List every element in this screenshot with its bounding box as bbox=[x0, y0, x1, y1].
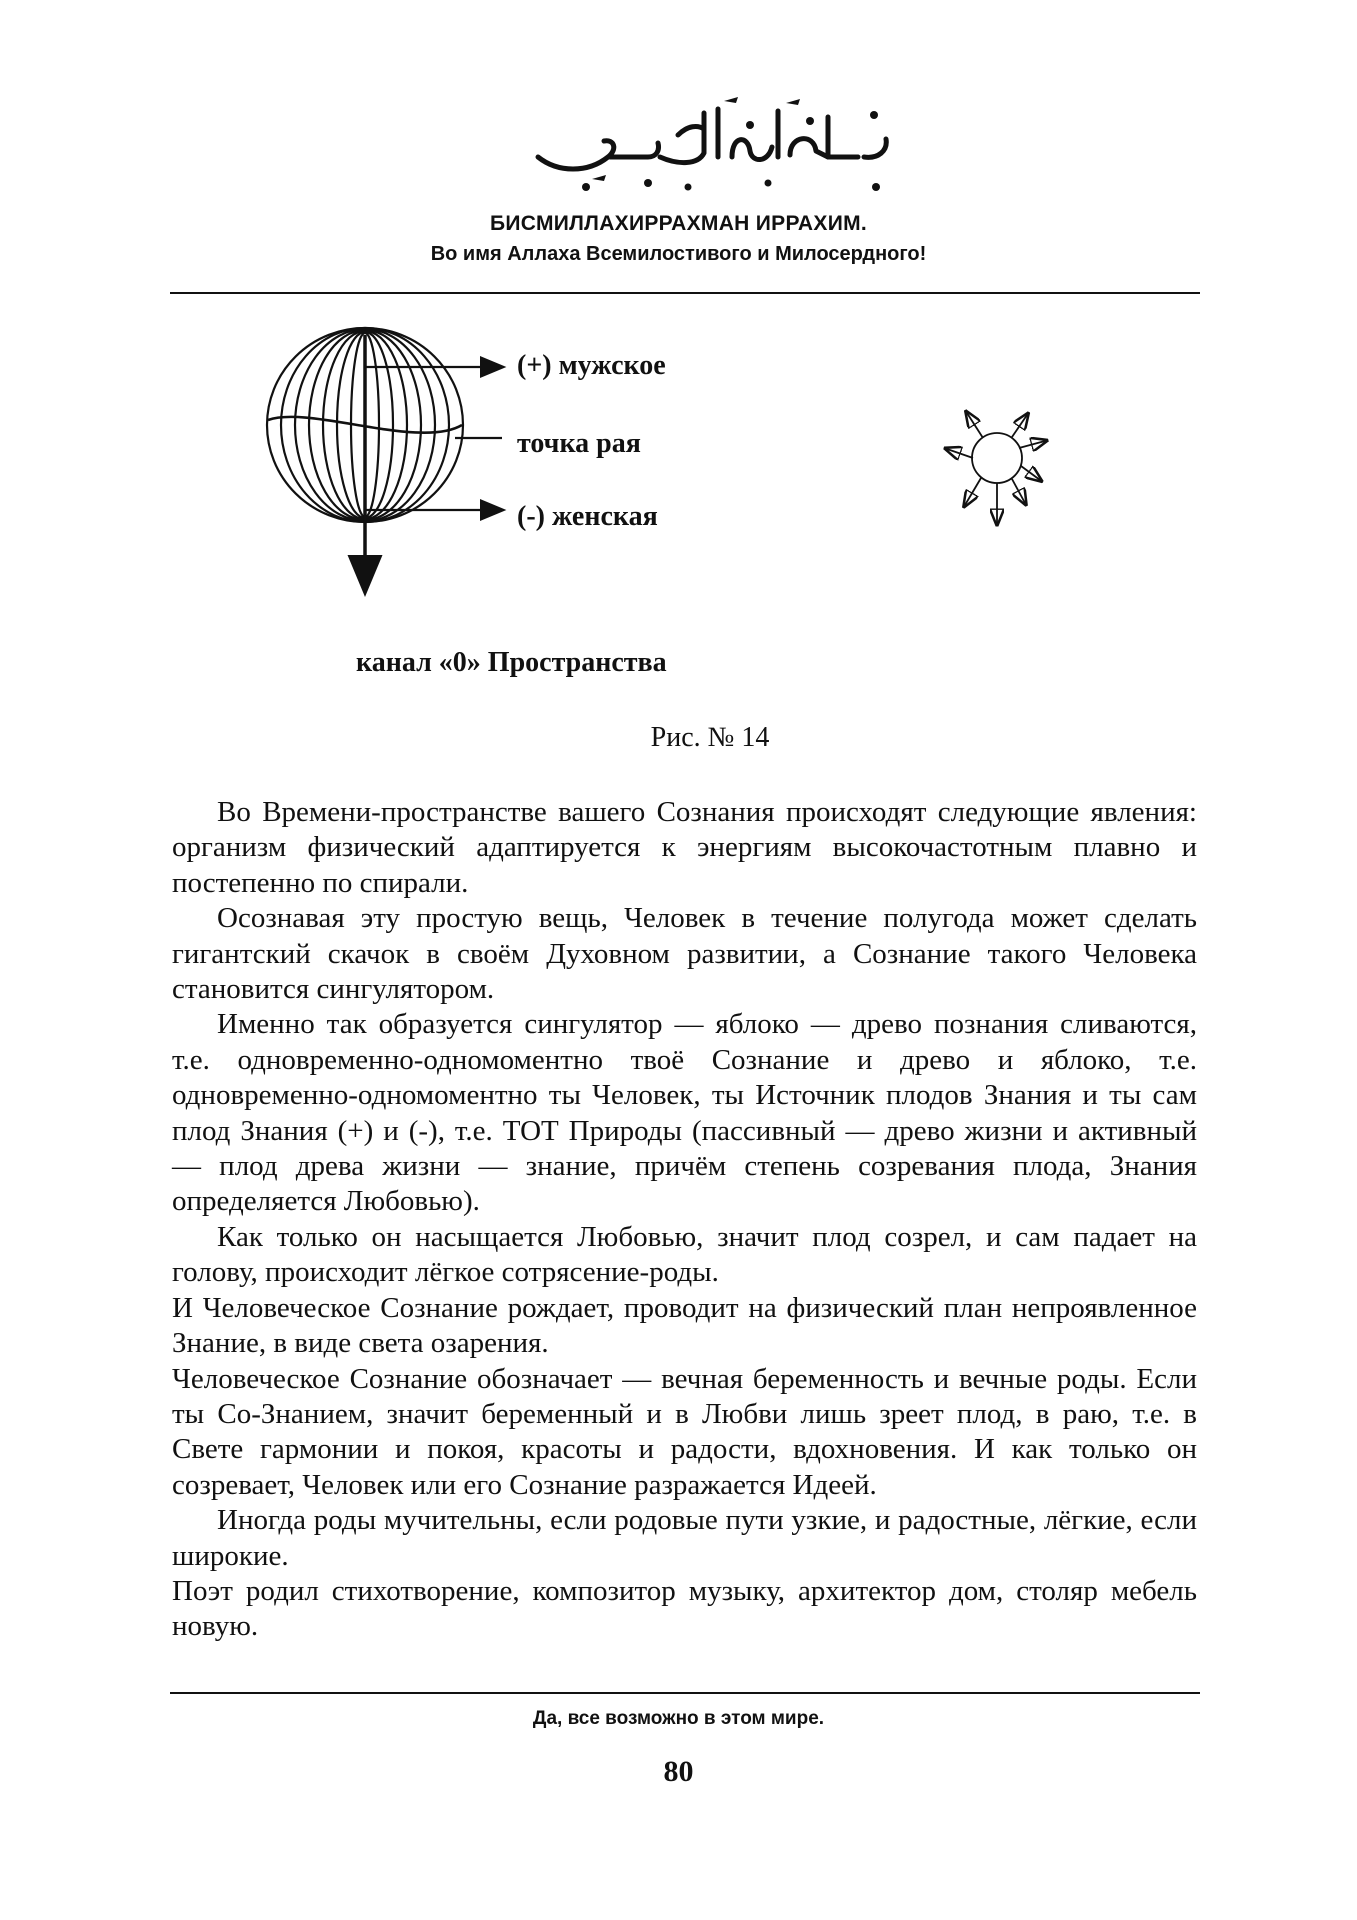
paragraph: Во Времени-пространстве вашего Сознания происходят следующие явления: организм физический адаптируется к энергиям высокочастотным плавно и постепенно по спирали. bbox=[172, 796, 1197, 899]
label-male-positive: (+) мужское bbox=[517, 350, 666, 381]
bottom-divider bbox=[170, 1692, 1200, 1694]
label-female-negative: (-) женская bbox=[517, 501, 658, 532]
torus-field-icon bbox=[267, 328, 502, 590]
label-space-channel: канал «0» Пространства bbox=[356, 647, 667, 678]
header-line-translation: Во имя Аллаха Всемилостивого и Милосердного! bbox=[430, 243, 927, 265]
figure-14-diagram bbox=[250, 325, 1100, 645]
paragraph: Именно так образуется сингулятор — яблоко — древо познания сливаются, т.е. одновременно-одномоментно твоё Сознание и древо и яблоко, т.е. одновременно-одномоментно ты Человек, ты Источник плодов Знания и ты сам плод Знания (+) и (-), т.е. ТОТ Природы (пассивный — древо жизни и активный — плод древа жизни — знание, причём степень созревания плода, Знания определяется Любовью). bbox=[172, 1008, 1197, 1218]
paragraph: Человеческое Сознание обозначает — вечная беременность и вечные роды. Если ты Со-Знанием, значит беременный и в Любви лишь зреет плод, в раю, т.е. в Свете гармонии и покоя, красоты и радости, вдохновения. И как только он созревает, Человек или его Сознание разражается Идеей. bbox=[172, 1362, 1197, 1501]
page-number: 80 bbox=[663, 1755, 694, 1788]
radiating-sun-icon bbox=[947, 413, 1045, 523]
paragraph: Осознавая эту простую вещь, Человек в течение полугода может сделать гигантский скачок в своём Духовном развитии, а Сознание такого Человека становится сингулятором. bbox=[172, 902, 1197, 1006]
label-point-of-paradise: точка рая bbox=[517, 428, 641, 459]
header-line-transliteration: БИСМИЛЛАХИРРАХМАН ИРРАХИМ. bbox=[489, 212, 868, 235]
paragraph: Поэт родил стихотворение, композитор музыку, архитектор дом, столяр мебель новую. bbox=[172, 1574, 1197, 1643]
paragraph: Иногда роды мучительны, если родовые пути узкие, и радостные, лёгкие, если широкие. bbox=[172, 1504, 1197, 1572]
page-header bbox=[0, 95, 1357, 280]
figure-caption: Рис. № 14 bbox=[650, 722, 770, 753]
top-divider bbox=[170, 292, 1200, 294]
footer-note: Да, все возможно в этом мире. bbox=[532, 1708, 825, 1729]
paragraph: И Человеческое Сознание рождает, проводит на физический план непроявленное Знание, в виде света озарения. bbox=[172, 1291, 1197, 1360]
paragraph: Как только он насыщается Любовью, значит плод созрел, и сам падает на голову, происходит лёгкое сотрясение-роды. bbox=[172, 1220, 1197, 1289]
bismillah-calligraphy-logo bbox=[528, 95, 908, 205]
body-text bbox=[172, 795, 1197, 1645]
